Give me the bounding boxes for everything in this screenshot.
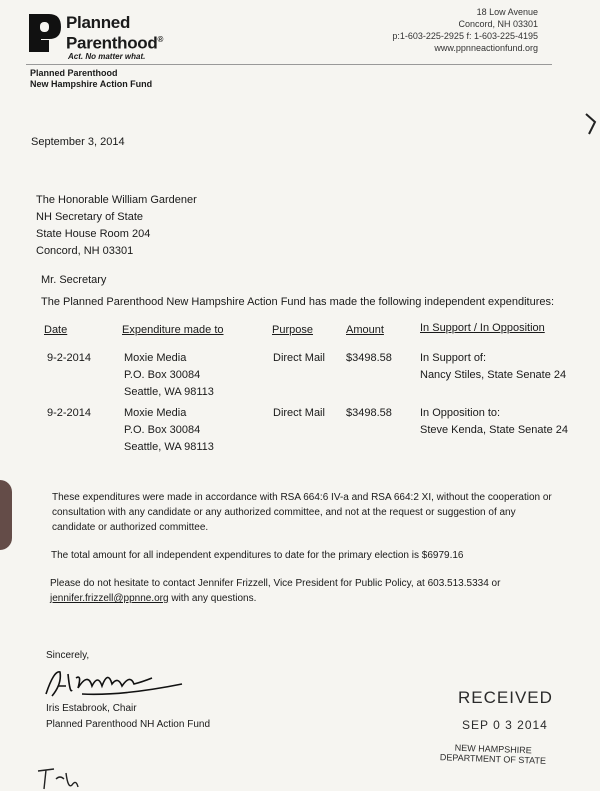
position-line: In Opposition to: bbox=[420, 407, 501, 419]
compliance-paragraph bbox=[52, 490, 597, 535]
para-line: These expenditures were made in accordance with RSA 664:6 IV-a and RSA 664:2 XI, without the cooperation or bbox=[52, 492, 552, 503]
para-line: consultation with any candidate or any authorized committee, and not at the request or suggestion of any bbox=[52, 507, 516, 518]
dept-line2: DEPARTMENT OF STATE bbox=[439, 752, 547, 766]
payee-line: Moxie Media bbox=[124, 352, 187, 364]
row-payee bbox=[124, 405, 214, 456]
header-position: In Support / In Opposition bbox=[420, 322, 545, 334]
row-date: 9-2-2014 bbox=[47, 352, 92, 364]
edge-mark-icon bbox=[585, 112, 599, 136]
intro-text: The Planned Parenthood New Hampshire Action Fund has made the following independent expenditures: bbox=[41, 296, 555, 308]
signer-org: Planned Parenthood NH Action Fund bbox=[46, 719, 210, 730]
row-amount: $3498.58 bbox=[346, 407, 392, 419]
header-date: Date bbox=[44, 324, 68, 336]
row-position bbox=[420, 350, 566, 384]
phone-line: p:1-603-225-2925 f: 1-603-225-4195 bbox=[392, 31, 538, 41]
salutation: Mr. Secretary bbox=[41, 274, 107, 286]
recipient-line: The Honorable William Gardener bbox=[36, 194, 197, 206]
row-position bbox=[420, 405, 568, 439]
brand-line2: Parenthood bbox=[66, 33, 158, 53]
website: www.ppnneactionfund.org bbox=[434, 43, 538, 53]
row-purpose: Direct Mail bbox=[273, 352, 325, 364]
para-line: candidate or authorized committee. bbox=[52, 522, 209, 533]
contact-end: with any questions. bbox=[168, 593, 257, 604]
payee-line: Seattle, WA 98113 bbox=[124, 386, 214, 398]
row-purpose: Direct Mail bbox=[273, 407, 325, 419]
position-line: In Support of: bbox=[420, 352, 487, 364]
dept-line1: NEW HAMPSHIRE bbox=[454, 742, 532, 756]
header-amount: Amount bbox=[346, 324, 384, 336]
signature-icon bbox=[42, 664, 192, 704]
fund-name bbox=[30, 68, 152, 90]
closing: Sincerely, bbox=[46, 650, 90, 661]
header-divider bbox=[26, 64, 552, 65]
letterhead-address bbox=[392, 6, 538, 54]
planned-parenthood-logo-icon bbox=[27, 12, 63, 54]
address-line1: 18 Low Avenue bbox=[476, 7, 538, 17]
received-dept bbox=[440, 742, 547, 766]
brand-line1: Planned bbox=[66, 13, 131, 32]
position-line: Steve Kenda, State Senate 24 bbox=[420, 424, 569, 436]
row-date: 9-2-2014 bbox=[47, 407, 92, 419]
received-stamp: RECEIVED bbox=[458, 688, 553, 707]
handwritten-note-icon bbox=[36, 765, 96, 791]
fund-line1: Planned Parenthood bbox=[30, 68, 118, 78]
header-payee: Expenditure made to bbox=[122, 324, 224, 336]
payee-line: P.O. Box 30084 bbox=[124, 424, 201, 436]
position-line: Nancy Stiles, State Senate 24 bbox=[420, 369, 567, 381]
fund-line2: New Hampshire Action Fund bbox=[30, 79, 153, 89]
header-purpose: Purpose bbox=[272, 324, 313, 336]
recipient-line: Concord, NH 03301 bbox=[36, 245, 134, 257]
address-line2: Concord, NH 03301 bbox=[458, 19, 538, 29]
signer-name: Iris Estabrook, Chair bbox=[46, 703, 137, 714]
row-payee bbox=[124, 350, 214, 401]
tagline: Act. No matter what. bbox=[68, 51, 146, 61]
registered-mark: ® bbox=[157, 35, 164, 44]
recipient-block bbox=[36, 192, 197, 260]
payee-line: Seattle, WA 98113 bbox=[124, 441, 214, 453]
contact-paragraph bbox=[50, 576, 595, 606]
received-date: SEP 0 3 2014 bbox=[462, 718, 548, 732]
brand-name bbox=[66, 14, 163, 61]
finger-shadow bbox=[0, 480, 12, 550]
letter-date: September 3, 2014 bbox=[31, 136, 125, 148]
contact-line2 bbox=[50, 591, 595, 606]
total-paragraph: The total amount for all independent expenditures to date for the primary election is $6979.16 bbox=[51, 550, 464, 561]
contact-line: Please do not hesitate to contact Jennifer Frizzell, Vice President for Public Policy, at 603.513.5334 or bbox=[50, 578, 501, 589]
payee-line: Moxie Media bbox=[124, 407, 187, 419]
payee-line: P.O. Box 30084 bbox=[124, 369, 201, 381]
recipient-line: NH Secretary of State bbox=[36, 211, 143, 223]
email-link[interactable]: jennifer.frizzell@ppnne.org bbox=[50, 593, 169, 604]
recipient-line: State House Room 204 bbox=[36, 228, 151, 240]
row-amount: $3498.58 bbox=[346, 352, 392, 364]
